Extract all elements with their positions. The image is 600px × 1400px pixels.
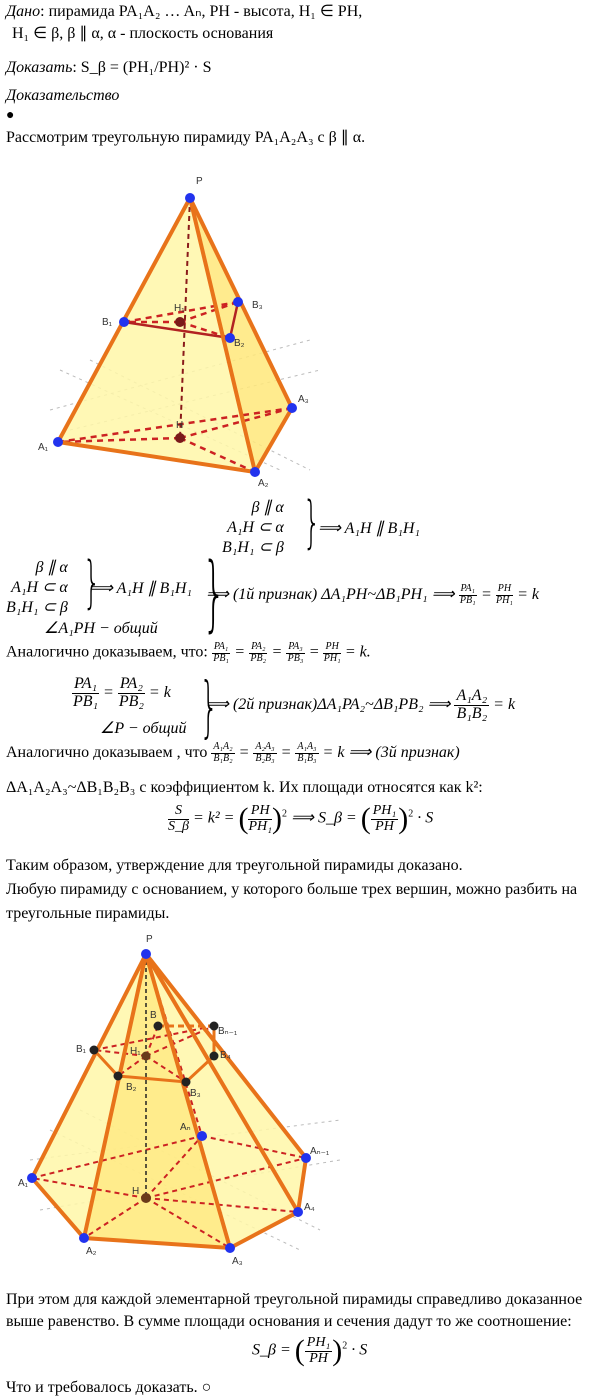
- system2-row-1: β ∥ α: [35, 559, 68, 576]
- conclusion-3: треугольные пирамиды.: [6, 905, 170, 922]
- system2-result-line: ⟹ (1й признак) ΔA₁PH~ΔB₁PH₁ ⟹ $\frac{\text{PA₁}}{\text{PB₁}}$ = $\frac{PH}{\text{PH₁}}$ = k: [206, 583, 539, 606]
- given-label: Дано: [6, 3, 41, 20]
- system1-row-3: B₁H₁ ⊂ β: [222, 539, 284, 556]
- analog2-frac-1: $\frac{\text{A₁A₂}}{\text{B₁B₂}}$: [213, 741, 233, 764]
- system3-k: = k: [493, 695, 516, 713]
- prove-line: [6, 58, 211, 78]
- label-B3: B₃: [252, 300, 263, 311]
- analog1-text: Аналогично доказываем, что:: [6, 643, 208, 661]
- label2-A4: A₄: [304, 1202, 315, 1213]
- system3-frac-c: $\frac{\text{A₁A₂}}{\text{B₁B₂}}$: [456, 687, 488, 722]
- system-2: [6, 558, 68, 618]
- label2-A2: A₂: [86, 1246, 97, 1257]
- system2-inner-brace: }: [82, 550, 101, 615]
- proof-label: Доказательство: [6, 87, 120, 104]
- analog2-text: Аналогично доказываем , что: [6, 744, 208, 761]
- system1-result: ⟹ A₁H ∥ B₁H₁: [318, 520, 420, 537]
- label2-A1: A₁: [18, 1178, 29, 1189]
- analog2-frac-2: $\frac{\text{A₂A₃}}{\text{B₂B₃}}$: [255, 741, 275, 764]
- system2-result: ⟹ (1й признак) ΔA₁PH~ΔB₁PH₁ ⟹: [206, 586, 455, 603]
- analog1-frac-1: $\frac{\text{PA₁}}{\text{PB₁}}$: [213, 641, 229, 664]
- system2-frac-a: $\frac{\text{PA₁}}{\text{PB₁}}$: [459, 583, 476, 606]
- system3-result: ⟹ (2й признак)ΔA₁PA₂~ΔB₁PB₂ ⟹: [206, 695, 451, 713]
- polygonal-pyramid-figure: [20, 930, 360, 1270]
- label2-An1: Aₙ₋₁: [310, 1146, 330, 1157]
- analog1-frac-2: $\frac{\text{PA₂}}{\text{PB₂}}$: [250, 641, 267, 664]
- prove-formula: : S_β = (PH₁/PH)² · S: [72, 59, 212, 76]
- system2-k: = k: [517, 586, 539, 603]
- given-line-2: H₁ ∈ β, β ∥ α, α - плоскость основания: [12, 25, 274, 42]
- label2-A3: A₃: [232, 1256, 243, 1267]
- analog1-frac-4: $\frac{PH}{\text{PH₁}}$: [323, 641, 341, 664]
- qed-line: [6, 1378, 211, 1398]
- label2-Bn: B: [150, 1010, 157, 1021]
- qed-text: Что и требовалось доказать.: [6, 1379, 198, 1396]
- conclusion-2: Любую пирамиду с основанием, у которого больше трех вершин, можно разбить на: [6, 881, 578, 898]
- analog2-line: Аналогично доказываем , что $\frac{\text{A₁A₂}}{\text{B₁B₂}}$ = $\frac{\text{A₂A₃}}{\text{B₂B₃}}$ = $\frac{\text{A₁A₃}}{\text{B₁B₃}}$ = k ⟹ (3й признак): [6, 741, 460, 764]
- system3-frac-a: $\frac{\text{PA₁}}{\text{PB₁}}$: [72, 675, 99, 710]
- final-tail: · S: [351, 1341, 368, 1359]
- area-mid: = k² =: [192, 809, 235, 827]
- analog1-tail: k.: [359, 643, 371, 661]
- system2-row-3: B₁H₁ ⊂ β: [6, 599, 68, 616]
- analog2-frac-3: $\frac{\text{A₁A₃}}{\text{B₁B₃}}$: [297, 741, 317, 764]
- label2-B4: B₄: [220, 1050, 231, 1061]
- system3-frac-b: $\frac{\text{PA₂}}{\text{PB₂}}$: [118, 675, 144, 710]
- label-B2: B₂: [234, 338, 245, 349]
- given-line-1: [6, 2, 362, 22]
- system2-inner-result: ⟹ A₁H ∥ B₁H₁: [90, 580, 192, 597]
- final-line-1: При этом для каждой элементарной треугольной пирамиды справедливо доказанное: [6, 1291, 583, 1308]
- system2-angle-row: ∠A₁PH − общий: [44, 620, 158, 637]
- system3-row-1: $\frac{\text{PA₁}}{\text{PB₁}}$ = $\frac{\text{PA₂}}{\text{PB₂}}$ = k: [72, 675, 171, 710]
- label-A3: A₃: [298, 394, 309, 405]
- label-H1: H₁: [174, 303, 185, 314]
- label2-An: Aₙ: [180, 1122, 191, 1133]
- given-text-1: : пирамида PA₁A₂ … Aₙ, PH - высота, H₁ ∈ PH,: [40, 3, 363, 20]
- bullet: ●: [6, 108, 15, 123]
- consider-text: Рассмотрим треугольную пирамиду PA₁A₂A₃ с β ∥ α.: [6, 129, 366, 146]
- label2-B2: B₂: [126, 1082, 137, 1093]
- final-line-2: выше равенство. В сумме площади основания и сечения дадут то же соотношение:: [6, 1313, 572, 1330]
- label2-P: P: [146, 934, 153, 945]
- system-1: [222, 498, 284, 558]
- similar-line: ΔA₁A₂A₃~ΔB₁B₂B₃ с коэффициентом k. Их площади относятся как k²:: [6, 779, 483, 796]
- area-paren-frac: $\frac{PH}{\text{PH₁}}$: [248, 802, 273, 834]
- system3-eq-k: = k: [148, 683, 171, 701]
- label2-B3: B₃: [190, 1088, 201, 1099]
- label-A2: A₂: [258, 478, 269, 489]
- label-B1: B₁: [102, 317, 113, 328]
- label2-H1: H₁: [130, 1046, 141, 1057]
- final-formula: S_β = ( $\frac{\text{PH₁}}{PH}$ )$^2$ · S: [252, 1334, 368, 1367]
- area-formula: $\frac{S}{S\_\beta}$ = k² = ( $\frac{PH}{\text{PH₁}}$ )$^2$ ⟹ S_β = ( $\frac{\text{PH₁}}{PH}$ )$^2$ · S: [168, 802, 434, 835]
- system3-brace: }: [199, 668, 219, 745]
- label2-H: H: [132, 1186, 140, 1197]
- final-frac: $\frac{\text{PH₁}}{PH}$: [306, 1334, 331, 1366]
- system1-row-1: β ∥ α: [251, 499, 284, 516]
- area-tail: · S: [417, 809, 434, 827]
- area-left-frac: $\frac{S}{S\_\beta}$: [168, 802, 189, 834]
- label-P: P: [196, 176, 203, 187]
- system1-brace: }: [302, 490, 321, 555]
- system1-row-2: A₁H ⊂ α: [227, 519, 284, 536]
- triangular-pyramid-figure: [30, 170, 330, 490]
- area-arrow: ⟹ S_β =: [291, 809, 357, 827]
- label-H: H: [176, 420, 184, 431]
- system3-angle-row: ∠P − общий: [100, 720, 187, 737]
- analog2-tail: = k ⟹ (3й признак): [322, 744, 460, 761]
- final-lhs: S_β =: [252, 1341, 291, 1359]
- analog1-line: Аналогично доказываем, что: $\frac{\text{PA₁}}{\text{PB₁}}$ = $\frac{\text{PA₂}}{\text{PB₂}}$ = $\frac{\text{PA₃}}{\text{PB₃}}$ = $\frac{PH}{\text{PH₁}}$ = k.: [6, 641, 371, 664]
- label2-Bn1: Bₙ₋₁: [218, 1026, 238, 1037]
- system2-row-2: A₁H ⊂ α: [11, 579, 68, 596]
- system2-outer-brace: }: [202, 546, 226, 641]
- analog1-frac-3: $\frac{\text{PA₃}}{\text{PB₃}}$: [287, 641, 304, 664]
- system3-result-line: [206, 688, 515, 723]
- conclusion-1: Таким образом, утверждение для треугольной пирамиды доказано.: [6, 857, 463, 874]
- label2-B1: B₁: [76, 1044, 87, 1055]
- label-A1: A₁: [38, 442, 49, 453]
- system2-frac-b: $\frac{PH}{\text{PH₁}}$: [496, 583, 513, 606]
- area-right-frac: $\frac{\text{PH₁}}{PH}$: [372, 802, 397, 834]
- qed-mark: ○: [201, 1379, 212, 1396]
- prove-label: Доказать: [6, 59, 73, 76]
